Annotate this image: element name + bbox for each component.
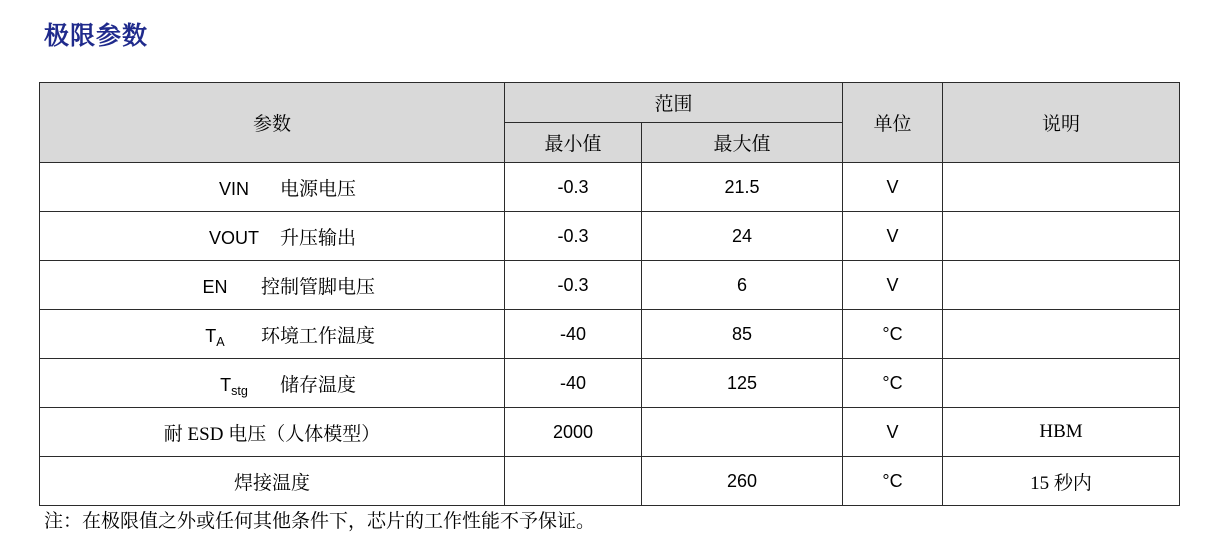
cell-note — [943, 310, 1180, 359]
absolute-maximum-ratings-table — [39, 82, 1180, 506]
cell-unit: °C — [843, 310, 943, 359]
param-symbol: EN — [202, 276, 228, 297]
table-row — [40, 359, 1180, 408]
cell-max: 21.5 — [642, 163, 843, 212]
table-row — [40, 408, 1180, 457]
cell-param — [40, 212, 505, 261]
cell-param: 耐 ESD 电压（人体模型） — [40, 408, 505, 457]
cell-param — [40, 359, 505, 408]
header-range: 范围 — [505, 83, 843, 123]
param-description: 控制管脚电压 — [260, 276, 375, 298]
cell-min: -0.3 — [505, 261, 642, 310]
header-min: 最小值 — [505, 123, 642, 163]
param-symbol: VOUT — [208, 227, 259, 248]
cell-note — [943, 212, 1180, 261]
cell-min: 2000 — [505, 408, 642, 457]
cell-unit: V — [843, 408, 943, 457]
cell-max: 260 — [642, 457, 843, 506]
cell-max: 6 — [642, 261, 843, 310]
table-row — [40, 261, 1180, 310]
cell-min: -0.3 — [505, 163, 642, 212]
param-symbol — [169, 326, 261, 347]
cell-min: -40 — [505, 310, 642, 359]
cell-unit: V — [843, 212, 943, 261]
header-param: 参数 — [40, 83, 505, 163]
symbol-subscript: stg — [231, 383, 248, 398]
header-max: 最大值 — [642, 123, 843, 163]
table-row — [40, 163, 1180, 212]
cell-max: 85 — [642, 310, 843, 359]
symbol-subscript: A — [216, 334, 225, 349]
cell-max: 125 — [642, 359, 843, 408]
cell-max: 24 — [642, 212, 843, 261]
cell-unit: °C — [843, 457, 943, 506]
table-body — [40, 163, 1180, 506]
cell-max — [642, 408, 843, 457]
param-description: 电源电压 — [279, 178, 356, 200]
cell-note: 15 秒内 — [943, 457, 1180, 506]
cell-note — [943, 261, 1180, 310]
cell-min: -40 — [505, 359, 642, 408]
cell-note — [943, 163, 1180, 212]
param-symbol — [188, 375, 280, 396]
symbol-base: T — [220, 374, 232, 395]
cell-unit: V — [843, 261, 943, 310]
page-title: 极限参数 — [44, 22, 149, 50]
table-row — [40, 457, 1180, 506]
param-description: 储存温度 — [279, 374, 356, 396]
cell-min: -0.3 — [505, 212, 642, 261]
table-footnote: 注：在极限值之外或任何其他条件下，芯片的工作性能不予保证。 — [44, 511, 596, 532]
table-row — [40, 310, 1180, 359]
cell-param — [40, 163, 505, 212]
cell-note: HBM — [943, 408, 1180, 457]
cell-min — [505, 457, 642, 506]
symbol-base: T — [205, 325, 217, 346]
header-note: 说明 — [943, 83, 1180, 163]
param-description: 环境工作温度 — [260, 325, 375, 347]
table-row — [40, 212, 1180, 261]
cell-param: 焊接温度 — [40, 457, 505, 506]
cell-param — [40, 261, 505, 310]
header-unit: 单位 — [843, 83, 943, 163]
param-symbol: VIN — [218, 178, 249, 199]
cell-param — [40, 310, 505, 359]
cell-unit: V — [843, 163, 943, 212]
cell-note — [943, 359, 1180, 408]
cell-unit: °C — [843, 359, 943, 408]
param-description: 升压输出 — [279, 227, 356, 249]
table-header — [40, 83, 1180, 163]
